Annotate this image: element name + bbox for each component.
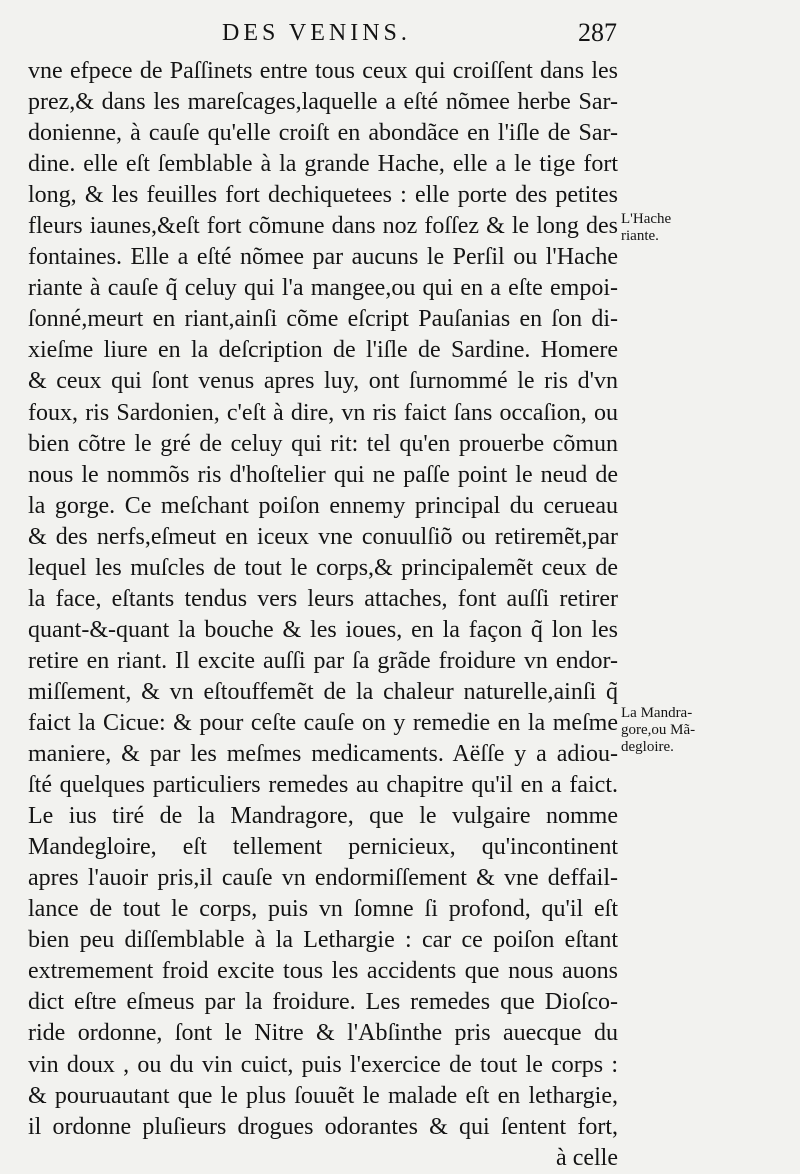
text-line: Le ius tiré de la Mandragore, que le vulgaire nomme	[28, 803, 618, 830]
text-line: donienne, à cauſe qu'elle croiſt en abondãce en l'iſle de Sar-	[28, 120, 618, 147]
text-line: lance de tout le corps, puis vn ſomne ſi profond, qu'il eſt	[28, 896, 618, 923]
text-line: vin doux , ou du vin cuict, puis l'exercice de tout le corps :	[28, 1051, 618, 1078]
text-line: la face, eſtants tendus vers leurs attaches, font auſſi retirer	[28, 585, 618, 612]
text-line: la gorge. Ce meſchant poiſon ennemy principal du cerueau	[28, 492, 618, 519]
catchword: à celle	[556, 1144, 618, 1171]
text-line: il ordonne pluſieurs drogues odorantes & qui ſentent fort,	[28, 1113, 618, 1140]
text-line: dict eſtre eſmeus par la froidure. Les remedes que Dioſco-	[28, 989, 618, 1016]
page-number: 287	[578, 18, 617, 47]
text-line: bien peu diſſemblable à la Lethargie : car ce poiſon eſtant	[28, 927, 618, 954]
text-line: extremement froid excite tous les accidents que nous auons	[28, 958, 618, 985]
margin-note-line: L'Hache	[621, 211, 672, 227]
text-line: nous le nommõs ris d'hoſtelier qui ne paſſe point le neud de	[28, 461, 618, 488]
text-line: retire en riant. Il excite auſſi par ſa grãde froidure vn endor-	[28, 647, 618, 674]
text-line: foux, ris Sardonien, c'eſt à dire, vn ris faict ſans occaſion, ou	[28, 399, 618, 426]
margin-note-line: riante.	[621, 228, 659, 244]
text-line: quant-&-quant la bouche & les ioues, en la façon q̃ lon les	[28, 616, 618, 643]
margin-note-line: La Mandra-	[621, 705, 693, 721]
margin-note-hache	[621, 211, 671, 245]
text-line: prez,& dans les mareſcages,laquelle a eſté nõmee herbe Sar-	[28, 89, 618, 116]
text-line: xieſme liure en la deſcription de l'iſle de Sardine. Homere	[28, 337, 618, 364]
text-line: apres l'auoir pris,il cauſe vn endormiſſement & vne deffail-	[28, 865, 618, 892]
text-line: fontaines. Elle a eſté nõmee par aucuns le Perſil ou l'Hache	[28, 244, 618, 271]
text-line: lequel les muſcles de tout le corps,& principalemẽt ceux de	[28, 554, 618, 581]
text-line: vne efpece de Paſſinets entre tous ceux qui croiſſent dans les	[28, 58, 618, 84]
text-line: long, & les feuilles fort dechiquetees : elle porte des petites	[28, 182, 618, 209]
text-line: ſonné,meurt en riant,ainſi cõme eſcript Pauſanias en ſon di-	[28, 306, 618, 333]
text-line: miſſement, & vn eſtouffemẽt de la chaleur naturelle,ainſi q̃	[28, 678, 618, 705]
text-line: & des nerfs,eſmeut en iceux vne conuulſiõ ou retiremẽt,par	[28, 523, 618, 550]
margin-note-line: degloire.	[621, 739, 674, 755]
text-line: Mandegloire, eſt tellement pernicieux, qu'incontinent	[28, 834, 618, 861]
running-title: DES VENINS.	[222, 20, 411, 46]
text-line: riante à cauſe q̃ celuy qui l'a mangee,ou qui en a eſte empoi-	[28, 275, 618, 302]
body-text	[28, 56, 618, 1174]
text-line: bien cõtre le gré de celuy qui rit: tel qu'en prouerbe cõmun	[28, 430, 618, 457]
text-line: faict la Cicue: & pour ceſte cauſe on y remedie en la meſme	[28, 709, 618, 736]
margin-note-line: gore,ou Mã-	[621, 722, 696, 738]
text-line: ride ordonne, ſont le Nitre & l'Abſinthe pris auecque du	[28, 1020, 618, 1047]
text-line: & pouruautant que le plus ſouuẽt le malade eſt en lethargie,	[28, 1082, 618, 1109]
text-line: & ceux qui ſont venus apres luy, ont ſurnommé le ris d'vn	[28, 368, 618, 395]
text-line: fleurs iaunes,&eſt fort cõmune dans noz foſſez & le long des	[28, 213, 618, 240]
text-line: maniere, & par les meſmes medicaments. Aëſſe y a adiou-	[28, 741, 618, 768]
text-line: ſté quelques particuliers remedes au chapitre qu'il en a faict.	[28, 772, 618, 799]
text-line: dine. elle eſt ſemblable à la grande Hache, elle a le tige fort	[28, 151, 618, 178]
margin-note-mandragore	[621, 705, 695, 756]
